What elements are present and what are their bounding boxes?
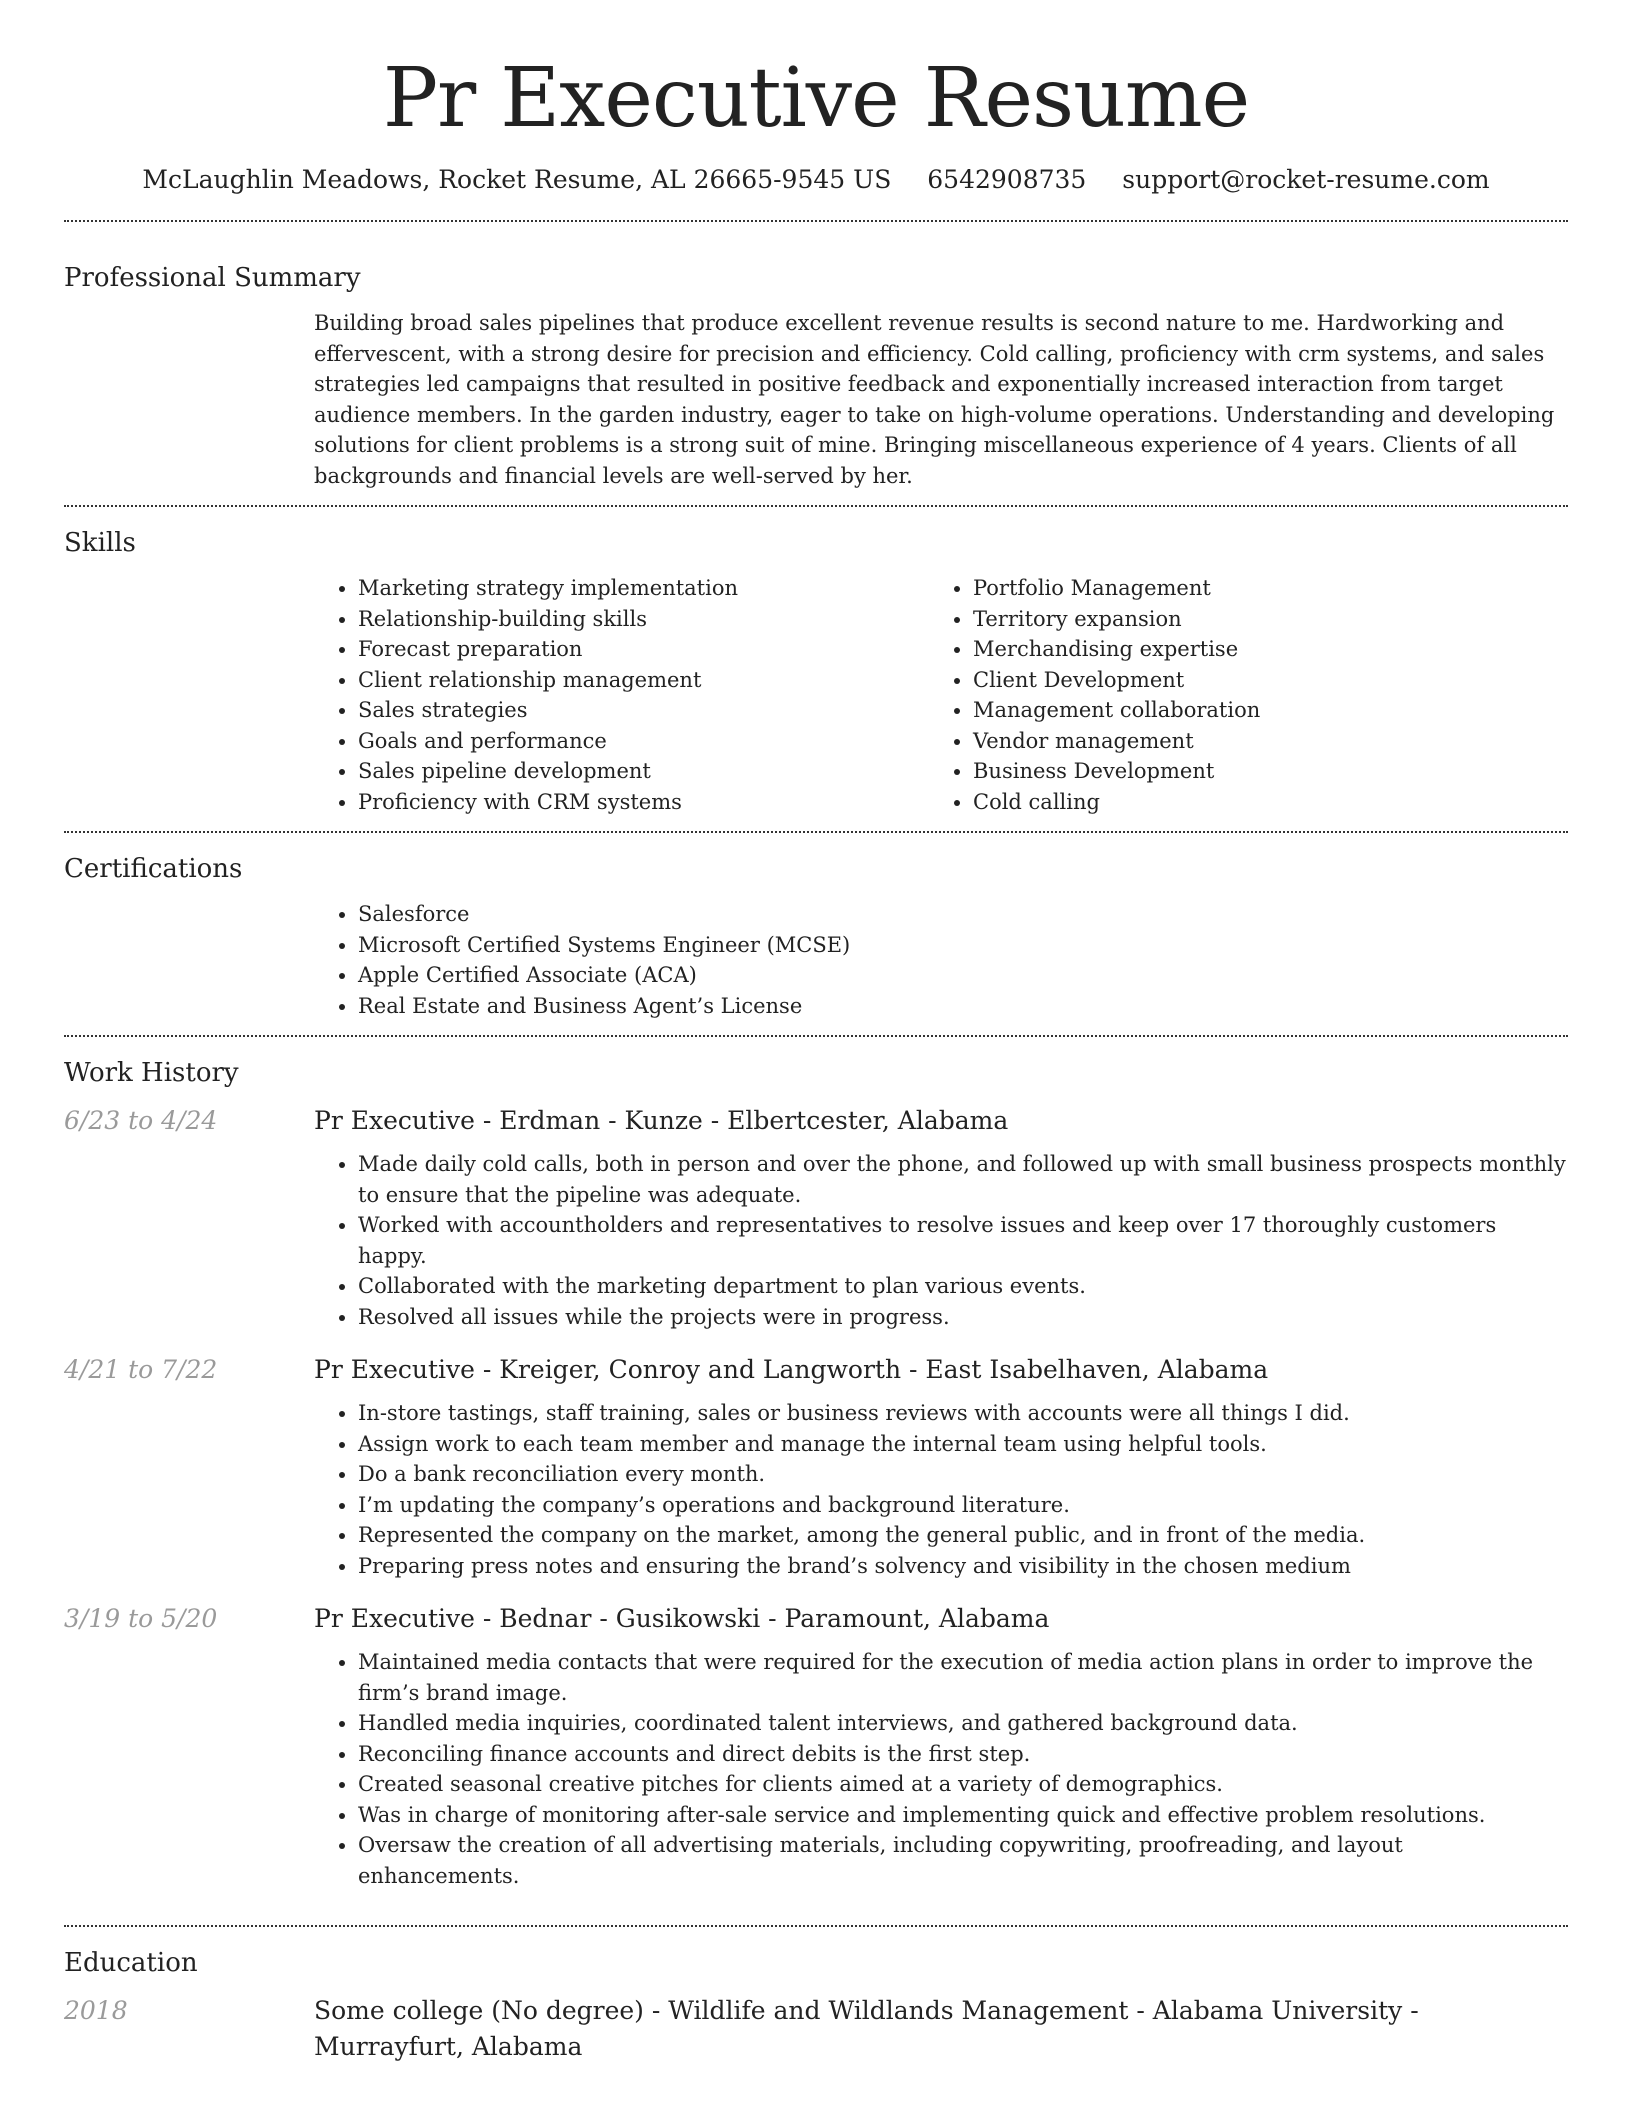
job-bullet: • I’m updating the company’s operations and background literature. [358,1490,1568,1521]
job-bullet: • In-store tastings, staff training, sales or business reviews with accounts were all things I did. [358,1398,1568,1429]
job-bullets [314,1398,1568,1581]
job-entry [64,1601,1568,1891]
job-bullet: • Collaborated with the marketing department to plan various events. [358,1271,1568,1302]
skill-item: • Marketing strategy implementation [358,573,929,604]
job-bullet: • Was in charge of monitoring after-sale service and implementing quick and effective problem resolutions. [358,1800,1568,1831]
job-bullet: • Maintained media contacts that were required for the execution of media action plans in order to improve the firm’s brand image. [358,1647,1568,1708]
skill-item: • Territory expansion [973,604,1568,635]
resume-name: Pr Executive Resume [382,51,1250,146]
skill-item: • Forecast preparation [358,634,929,665]
education-title-text: Some college (No degree) - Wildlife and Wildlands Management - Alabama University - Murrayfurt, Alabama [314,1996,1419,2061]
skill-item: • Goals and performance [358,726,929,757]
job-title: Pr Executive - Erdman - Kunze - Elbertcester, Alabama [314,1106,1009,1135]
skill-item: • Sales strategies [358,695,929,726]
skill-item: • Relationship-building skills [358,604,929,635]
job-dates: 4/21 to 7/22 [64,1355,218,1384]
job-title: Pr Executive - Bednar - Gusikowski - Paramount, Alabama [314,1604,1050,1633]
certifications-list [314,899,1568,1021]
certifications-title: Certifications [64,854,243,884]
skill-item: • Cold calling [973,787,1568,818]
summary-title: Professional Summary [64,263,361,293]
job-bullets [314,1647,1568,1891]
certification-item: • Real Estate and Business Agent’s License [358,991,1568,1022]
contact-phone: 6542908735 [927,165,1087,194]
skills-list-left [314,573,929,817]
job-bullet: • Reconciling finance accounts and direct debits is the first step. [358,1739,1568,1770]
certifications-section [64,833,1568,1035]
certification-item: • Salesforce [358,899,1568,930]
work-history-title: Work History [64,1058,239,1088]
skill-item: • Business Development [973,756,1568,787]
job-title: Pr Executive - Kreiger, Conroy and Langworth - East Isabelhaven, Alabama [314,1355,1269,1384]
job-bullet: • Assign work to each team member and manage the internal team using helpful tools. [358,1429,1568,1460]
certification-item: • Apple Certified Associate (ACA) [358,960,1568,991]
job-bullet: • Worked with accountholders and representatives to resolve issues and keep over 17 thoroughly customers happy. [358,1210,1568,1271]
skills-list-right [929,573,1568,817]
contact-email: support@rocket-resume.com [1122,165,1490,194]
skill-item: • Portfolio Management [973,573,1568,604]
job-bullet: • Do a bank reconciliation every month. [358,1459,1568,1490]
job-bullet: • Preparing press notes and ensuring the brand’s solvency and visibility in the chosen medium [358,1551,1568,1582]
education-date: 2018 [64,1996,128,2025]
job-bullet: • Handled media inquiries, coordinated talent interviews, and gathered background data. [358,1708,1568,1739]
job-bullet: • Made daily cold calls, both in person and over the phone, and followed up with small business prospects monthly to ensure that the pipeline was adequate. [358,1149,1568,1210]
skill-item: • Client Development [973,665,1568,696]
skill-item: • Merchandising expertise [973,634,1568,665]
job-entry [64,1352,1568,1581]
job-bullet: • Oversaw the creation of all advertising materials, including copywriting, proofreading, and layout enhancements. [358,1830,1568,1891]
skill-item: • Management collaboration [973,695,1568,726]
contact-address: McLaughlin Meadows, Rocket Resume, AL 26665-9545 US [142,165,892,194]
skill-item: • Sales pipeline development [358,756,929,787]
job-dates: 3/19 to 5/20 [64,1604,218,1633]
education-section [64,1927,1568,2109]
skill-item: • Proficiency with CRM systems [358,787,929,818]
resume-header [64,51,1568,198]
job-entry [64,1103,1568,1332]
job-dates: 6/23 to 4/24 [64,1106,218,1135]
certification-item: • Microsoft Certified Systems Engineer (MCSE) [358,930,1568,961]
work-history-section [64,1037,1568,1925]
education-entry [64,1993,1568,2075]
skills-title: Skills [64,528,136,558]
skills-section [64,507,1568,831]
summary-section [64,222,1568,505]
job-bullets [314,1149,1568,1332]
skill-item: • Client relationship management [358,665,929,696]
skill-item: • Vendor management [973,726,1568,757]
summary-text: Building broad sales pipelines that produce excellent revenue results is second nature to me. Hardworking and effervescent, with a strong desire for precision and efficiency. Cold calling, proficiency with crm systems, and sales strategies led campaigns that resulted in positive feedback and exponentially increased interaction from target audience members. In the garden industry, eager to take on high-volume operations. Understanding and developing solutions for client problems is a strong suit of mine. Bringing miscellaneous experience of 4 years. Clients of all backgrounds and financial levels are well-served by her. [314,311,1555,488]
contact-line [64,162,1568,198]
job-bullet: • Resolved all issues while the projects were in progress. [358,1302,1568,1333]
job-bullet: • Represented the company on the market, among the general public, and in front of the media. [358,1520,1568,1551]
job-bullet: • Created seasonal creative pitches for clients aimed at a variety of demographics. [358,1769,1568,1800]
education-title: Education [64,1948,198,1978]
